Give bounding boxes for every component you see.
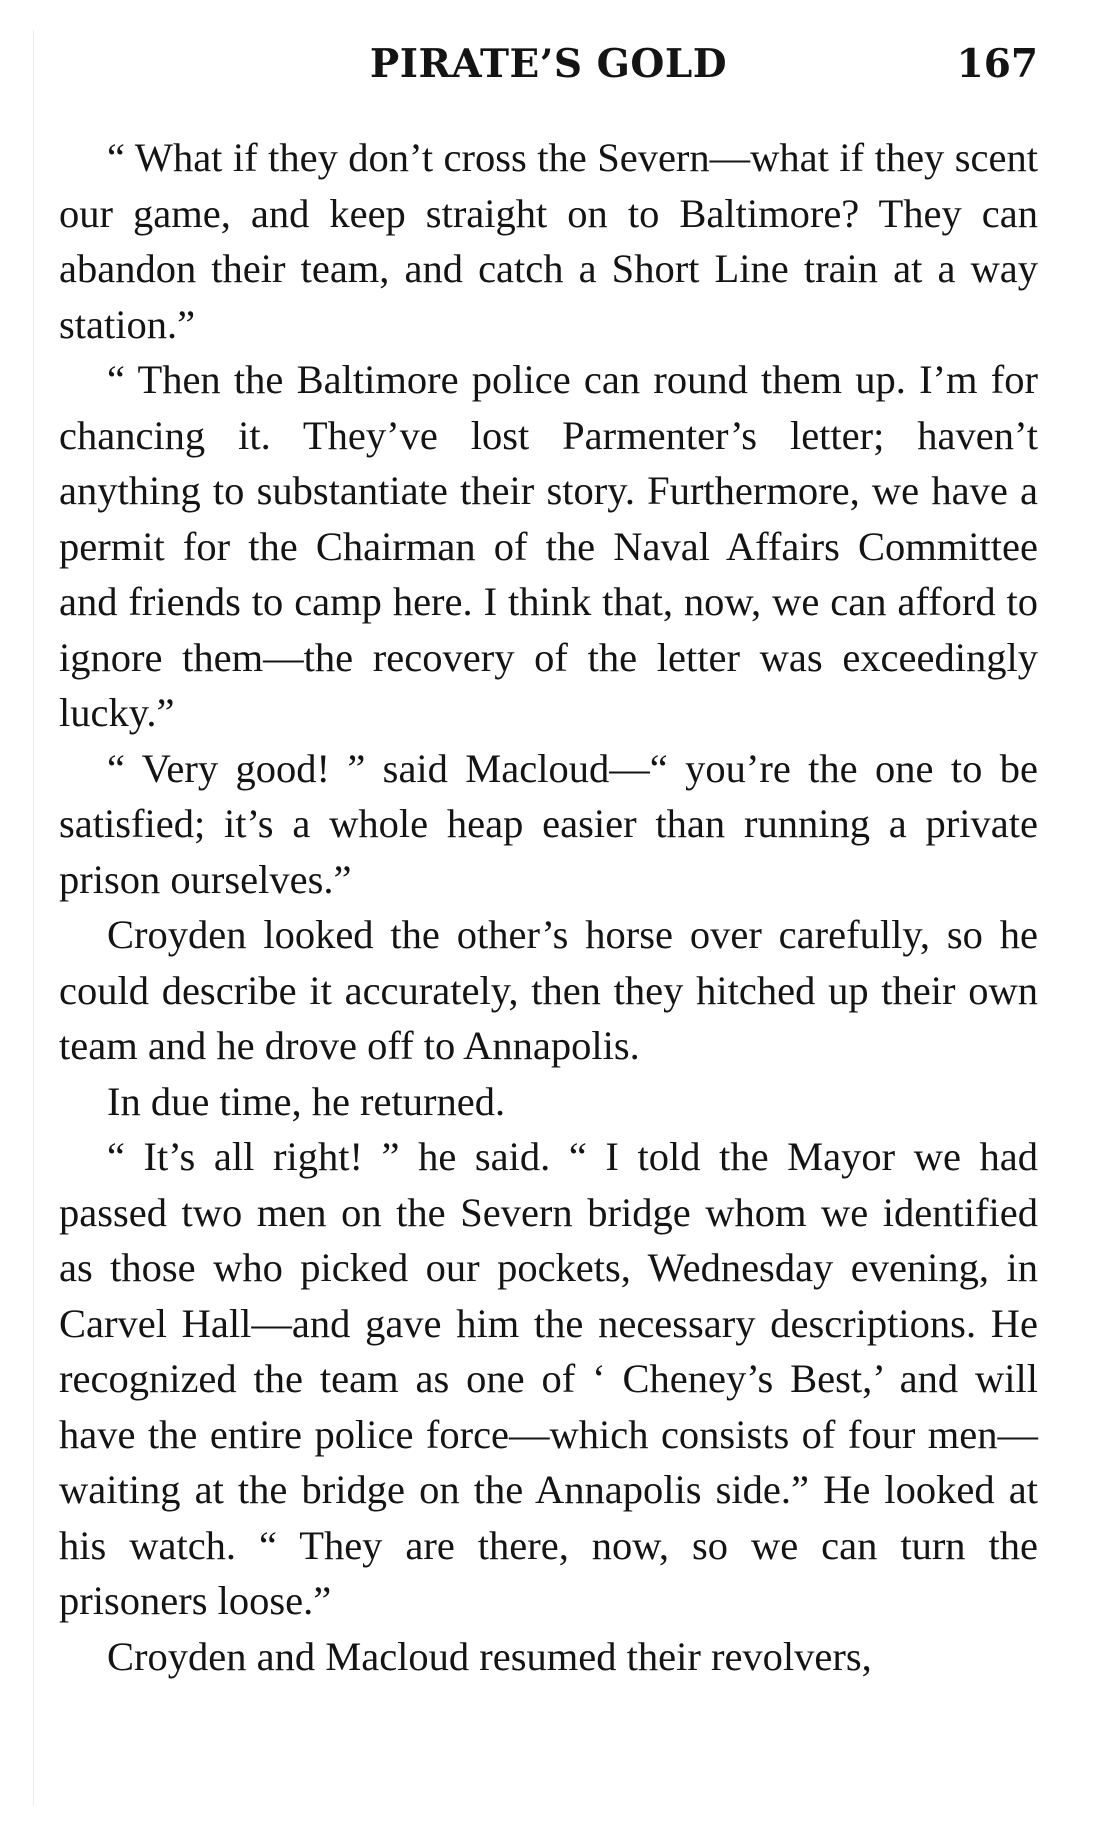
paragraph: “ What if they don’t cross the Severn—what if they scent our game, and keep straight on to Baltimore? They can abandon their team, and catch a Short Line train at a way station.” [59, 135, 1038, 347]
page-header [59, 36, 1038, 92]
page-edge-shadow [33, 30, 34, 1805]
paragraph: “ Very good! ” said Macloud—“ you’re the one to be satisfied; it’s a whole heap easier than running a private prison ourselves.” [59, 745, 1038, 902]
page-number: 167 [956, 41, 1038, 87]
paragraph: Croyden looked the other’s horse over carefully, so he could describe it accurately, then they hitched up their own team and he drove off to Annapolis. [59, 912, 1038, 1068]
paragraph: “ It’s all right! ” he said. “ I told the Mayor we had passed two men on the Severn bridge whom we identified as those who picked our pockets, Wednesday evening, in Carvel Hall—and gave him the necessary descriptions. He recognized the team as one of ‘ Cheney’s Best,’ and will have the entire police force—which consists of four men—waiting at the bridge on the Annapolis side.” He looked at his watch. “ They are there, now, so we can turn the prisoners loose.” [59, 1134, 1038, 1623]
body-text [59, 130, 1038, 1684]
running-title: PIRATE’S GOLD [369, 41, 728, 87]
paragraph: Croyden and Macloud resumed their revolvers, [107, 1633, 872, 1679]
paragraph: “ Then the Baltimore police can round them up. I’m for chancing it. They’ve lost Parmenter’s letter; haven’t anything to substantiate their story. Furthermore, we have a permit for the Chairman of the Naval Affairs Committee and friends to camp here. I think that, now, we can afford to ignore them—the recovery of the letter was exceedingly lucky.” [59, 357, 1038, 735]
paragraph: In due time, he returned. [107, 1078, 506, 1124]
